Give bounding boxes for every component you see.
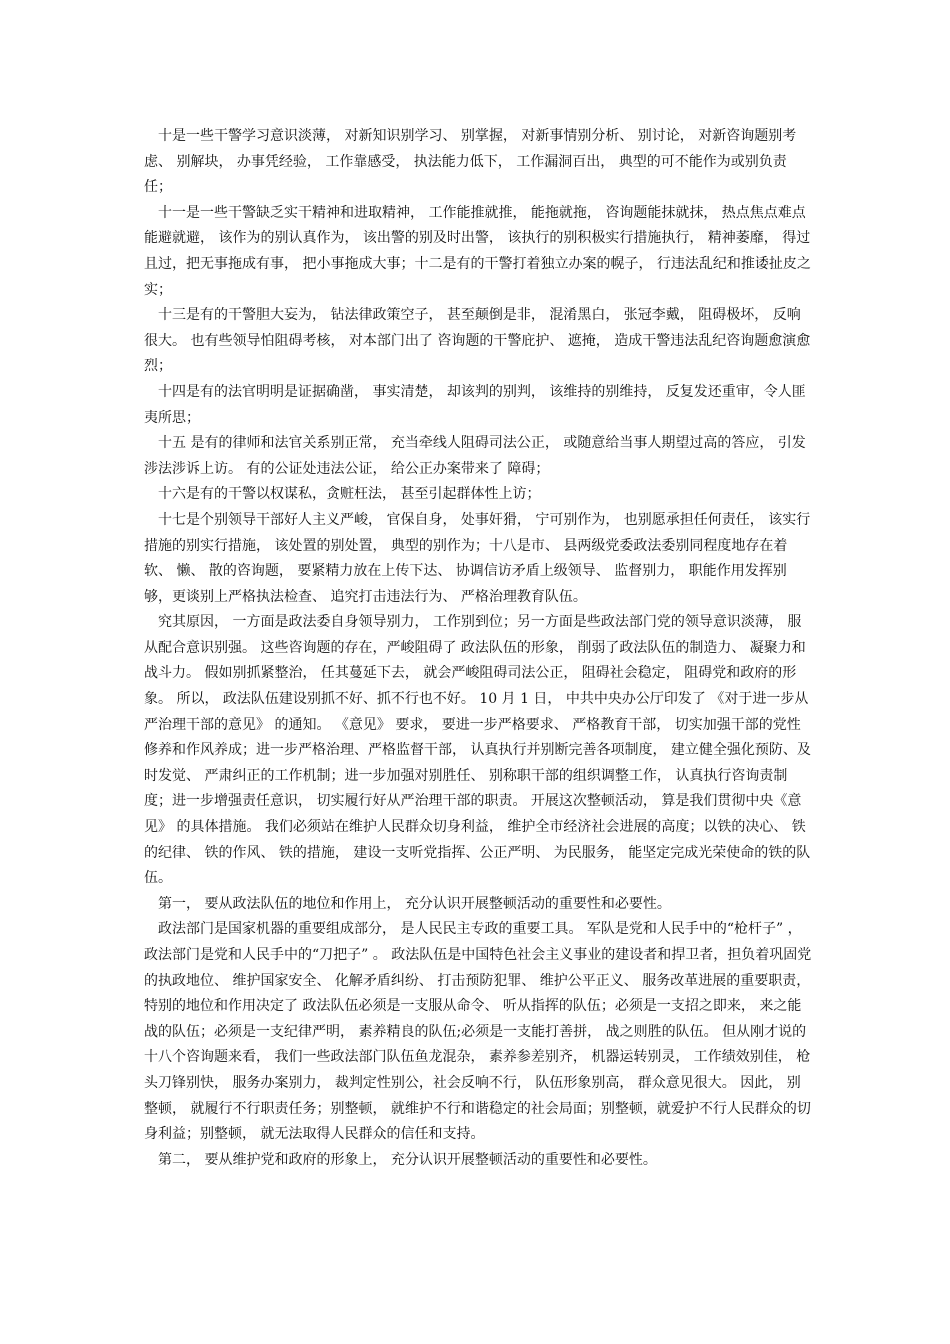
paragraph-causes: 究其原因， 一方面是政法委自身领导别力， 工作别到位；另一方面是些政法部门党的领导意识淡薄， 服从配合意识别强。 这些咨询题的存在，严峻阻碍了 政法队伍的形象， 削弱了政法队伍的制造力、 凝聚力和战斗力。 假如别抓紧整治， 任其蔓延下去， 就会严峻阻碍司法公正， 阻碍社会稳定， 阻碍党和政府的形象。 所以， 政法队伍建设别抓不好、抓不行也不好。 10 月 1 日， 中共中央办公厅印发了 《对于进一步从严治理干部的意见》 的通知。 《意见》 要求， 要进一步严格要求、 严格教育干部， 切实加强干部的党性修养和作风养成；进一步严格治理、严格监督干部， 认真执行并别断完善各项制度， 建立健全强化预防、及时发觉、 严肃纠正的工作机制；进一步加强对别胜任、 别称职干部的组织调整工作， 认真执行咨询责制度；进一步增强责任意识， 切实履行好从严治理干部的职责。 开展这次整顿活动， 算是我们贯彻中央《意见》 的具体措施。 我们必须站在维护人民群众切身利益， 维护全市经济社会进展的高度；以铁的决心、 铁的纪律、 铁的作风、 铁的措施， 建设一支听党指挥、公正严明、 为民服务， 能坚定完成光荣使命的铁的队伍。: [144, 614, 811, 887]
paragraph-role: 政法部门是国家机器的重要组成部分， 是人民民主专政的重要工具。 军队是党和人民手中的“枪杆子” ， 政法部门是党和人民手中的“刀把子” 。 政法队伍是中国特色社会主义事业的建设者和捍卫者，担负着巩固党的执政地位、 维护国家安全、 化解矛盾纠纷、 打击预防犯罪、 维护公平正义、 服务改革进展的重要职责， 特别的地位和作用决定了 政法队伍必须是一支服从命令、 听从指挥的队伍；必须是一支招之即来， 来之能战的队伍；必须是一支纪律严明， 素养精良的队伍;必须是一支能打善拼， 战之则胜的队伍。 但从刚才说的十八个咨询题来看， 我们一些政法部门队伍鱼龙混杂， 素养参差别齐， 机器运转别灵， 工作绩效别佳， 枪头刀锋别快， 服务办案别力， 裁判定性别公，社会反响不行， 队伍形象别高， 群众意见很大。 因此， 别整顿， 就履行不行职责任务；别整顿， 就维护不行和谐稳定的社会局面；别整顿，就爱护不行人民群众的切身利益；别整顿， 就无法取得人民群众的信任和支持。: [144, 921, 812, 1143]
paragraph-13: 十三是有的干警胆大妄为， 钻法律政策空子， 甚至颠倒是非， 混淆黑白， 张冠李戴， 阻碍极坏， 反响很大。 也有些领导怕阻碍考核， 对本部门出了 咨询题的干警庇护、 遮掩， 造成干警违法乱纪咨询题愈演愈烈；: [144, 307, 811, 375]
document-body: [144, 124, 812, 1173]
paragraph-10: 十是一些干警学习意识淡薄， 对新知识别学习、 别掌握， 对新事情别分析、 别讨论， 对新咨询题别考虑、 别解块， 办事凭经验， 工作靠感受， 执法能力低下， 工作漏洞百出， 典型的可不能作为或别负责任；: [144, 128, 797, 196]
heading-first: 第一， 要从政法队伍的地位和作用上， 充分认识开展整顿活动的重要性和必要性。: [158, 895, 671, 912]
paragraph-15: 十五 是有的律师和法官关系别正常， 充当牵线人阻碍司法公正， 或随意给当事人期望过高的答应， 引发涉法涉诉上访。 有的公证处违法公证， 给公正办案带来了 障碍；: [144, 435, 806, 477]
paragraph-11-12: 十一是一些干警缺乏实干精神和进取精神， 工作能推就推， 能拖就拖， 咨询题能抹就抹， 热点焦点难点能避就避， 该作为的别认真作为， 该出警的别及时出警， 该执行的别积极实行措施执行， 精神萎靡， 得过且过，把无事拖成有事， 把小事拖成大事；十二是有的干警打着独立办案的幌子， 行违法乱纪和推诿扯皮之实；: [144, 204, 811, 298]
paragraph-17-18: 十七是个别领导干部好人主义严峻， 官保自身， 处事奸猾， 宁可别作为， 也别愿承担任何责任， 该实行措施的别实行措施， 该处置的别处置， 典型的别作为；十八是市、 县两级党委政法委别同程度地存在着软、 懒、 散的咨询题， 要紧精力放在上传下达、 协调信访矛盾上级领导、 监督别力， 职能作用发挥别够，更谈别上严格执法检查、 追究打击违法行为、 严格治理教育队伍。: [144, 511, 811, 605]
heading-second: 第二， 要从维护党和政府的形象上， 充分认识开展整顿活动的重要性和必要性。: [158, 1151, 657, 1168]
paragraph-14: 十四是有的法官明明是证据确凿， 事实清楚， 却该判的别判， 该维持的别维持， 反复发还重审，令人匪夷所思；: [144, 383, 806, 426]
paragraph-16: 十六是有的干警以权谋私，贪赃枉法， 甚至引起群体性上访；: [158, 486, 541, 503]
